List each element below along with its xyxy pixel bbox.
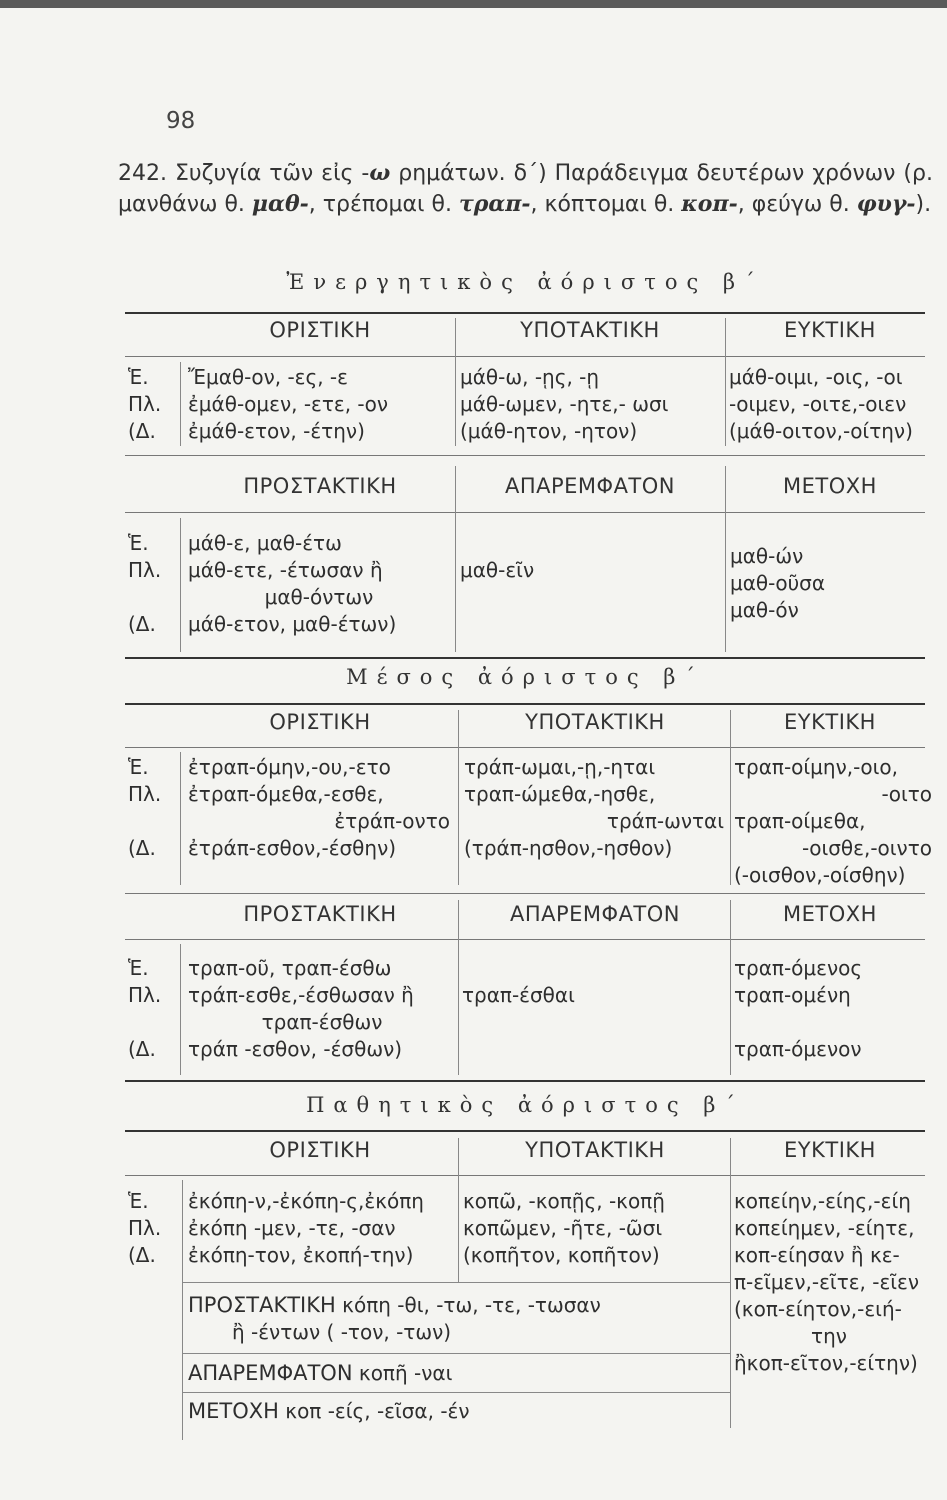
imperative-label: ΠΡΟΣΤΑΚΤΙΚΗ bbox=[188, 1293, 336, 1317]
label-dual: (Δ. bbox=[128, 419, 156, 443]
form: τραπ-οίμην,-οιο, bbox=[734, 755, 898, 779]
form: ἐτραπ-όμην,-ου,-ετο bbox=[188, 755, 391, 779]
form: κοπ -είς, -εῖσα, -έν bbox=[285, 1399, 470, 1423]
form: ἢκοπ-εῖτον,-είτην) bbox=[734, 1351, 918, 1375]
header-imperative: ΠΡΟΣΤΑΚΤΙΚΗ bbox=[243, 902, 397, 926]
passive-participle bbox=[188, 1398, 470, 1425]
form: (τράπ-ησθον,-ησθον) bbox=[464, 836, 673, 860]
column-divider bbox=[455, 318, 456, 446]
form: (κοπῆτον, κοπῆτον) bbox=[463, 1243, 660, 1267]
middle-indicative bbox=[188, 754, 450, 862]
intro-text: , τρέπομαι θ. bbox=[308, 192, 459, 217]
form: μαθ-όν bbox=[730, 598, 799, 622]
middle-optative bbox=[734, 754, 932, 889]
form: κοπείην,-είης,-είη bbox=[734, 1189, 911, 1213]
passive-subjunctive bbox=[463, 1188, 665, 1269]
intro-text: 242. Συζυγία τῶν εἰς - bbox=[118, 161, 370, 186]
form: ἐκόπη-τον, ἐκοπή-την) bbox=[188, 1243, 414, 1267]
label-singular: Ἑ. bbox=[128, 365, 149, 389]
middle-aorist-title: Μέσος ἀόριστος β΄ bbox=[346, 665, 704, 689]
middle-infinitive: τραπ-έσθαι bbox=[462, 983, 575, 1007]
header-indicative: ΟΡΙΣΤΙΚΗ bbox=[269, 1138, 371, 1162]
table-rule bbox=[125, 1130, 925, 1132]
form: τράπ-εσθε,-έσθωσαν ἢ bbox=[188, 983, 414, 1007]
section-intro bbox=[118, 158, 933, 220]
row-labels bbox=[128, 955, 161, 1063]
label-dual: (Δ. bbox=[128, 1243, 156, 1267]
row-labels bbox=[128, 754, 161, 862]
form: π-εῖμεν,-εῖτε, -εῖεν bbox=[734, 1270, 920, 1294]
header-subjunctive: ΥΠΟΤΑΚΤΙΚΗ bbox=[525, 710, 665, 734]
header-indicative: ΟΡΙΣΤΙΚΗ bbox=[269, 710, 371, 734]
column-divider bbox=[725, 318, 726, 446]
header-optative: ΕΥΚΤΙΚΗ bbox=[784, 1138, 876, 1162]
column-divider bbox=[458, 710, 459, 885]
form: (-οισθον,-οίσθην) bbox=[734, 863, 906, 887]
form: την bbox=[811, 1324, 847, 1348]
form: μάθ-οιμι, -οις, -οι bbox=[729, 365, 903, 389]
form: ἐτραπ-όμεθα,-εσθε, bbox=[188, 782, 384, 806]
form: τραπ-έσθων bbox=[261, 1010, 383, 1034]
middle-imperative bbox=[188, 955, 456, 1063]
column-divider bbox=[458, 1138, 459, 1282]
intro-text: , κόπτομαι θ. bbox=[530, 192, 682, 217]
form: τραπ-ομένη bbox=[734, 983, 851, 1007]
passive-optative bbox=[734, 1188, 924, 1377]
table-rule bbox=[182, 1282, 730, 1283]
form bbox=[734, 1009, 862, 1036]
middle-subjunctive bbox=[464, 754, 724, 862]
form: τράπ-ωμαι,-ῃ,-ηται bbox=[464, 755, 656, 779]
form: μάθ-ετε, -έτωσαν ἢ bbox=[188, 558, 383, 582]
column-divider bbox=[180, 518, 181, 652]
table-rule bbox=[125, 1080, 925, 1082]
form: ἐμάθ-ετον, -έτην) bbox=[188, 419, 365, 443]
form: κόπη -θι, -τω, -τε, -τωσαν bbox=[342, 1293, 601, 1317]
header-participle: ΜΕΤΟΧΗ bbox=[783, 902, 877, 926]
label-blank bbox=[128, 808, 161, 835]
intro-stem: κοπ- bbox=[681, 191, 738, 217]
label-dual: (Δ. bbox=[128, 1037, 156, 1061]
intro-ending: ω bbox=[369, 160, 391, 186]
form: κοπῆ -ναι bbox=[358, 1361, 453, 1385]
column-divider bbox=[182, 1180, 183, 1440]
label-plural: Πλ. bbox=[128, 983, 162, 1007]
label-plural: Πλ. bbox=[128, 558, 162, 582]
header-subjunctive: ΥΠΟΤΑΚΤΙΚΗ bbox=[520, 318, 660, 342]
label-singular: Ἑ. bbox=[128, 1189, 149, 1213]
column-divider bbox=[730, 710, 731, 885]
form: ἐκόπη -μεν, -τε, -σαν bbox=[188, 1216, 396, 1240]
column-divider bbox=[180, 944, 181, 1075]
label-plural: Πλ. bbox=[128, 782, 162, 806]
form: τράπ -εσθον, -έσθων) bbox=[188, 1037, 403, 1061]
intro-text: ρημάτων. δ΄) Παράδειγμα δευτέρων χρόνων (ρ. μανθάνω θ. bbox=[118, 161, 933, 217]
passive-aorist-title: Παθητικὸς ἀόριστος β΄ bbox=[306, 1093, 744, 1117]
form: μάθ-ετον, μαθ-έτων) bbox=[188, 612, 397, 636]
header-imperative: ΠΡΟΣΤΑΚΤΙΚΗ bbox=[243, 474, 397, 498]
table-rule bbox=[125, 657, 925, 659]
form: ἐτράπ-εσθον,-έσθην) bbox=[188, 836, 397, 860]
form: ἐτράπ-οντο bbox=[334, 809, 450, 833]
table-rule bbox=[125, 703, 925, 705]
header-subjunctive: ΥΠΟΤΑΚΤΙΚΗ bbox=[525, 1138, 665, 1162]
form: τράπ-ωνται bbox=[606, 809, 724, 833]
active-optative bbox=[729, 364, 913, 445]
form: κοπῶμεν, -ῆτε, -ῶσι bbox=[463, 1216, 663, 1240]
form: ἐκόπη-ν,-ἐκόπη-ς,ἐκόπη bbox=[188, 1189, 424, 1213]
form: κοπ-είησαν ἢ κε- bbox=[734, 1243, 900, 1267]
table-rule bbox=[125, 312, 925, 314]
table-rule bbox=[125, 512, 925, 513]
form: κοπείημεν, -είητε, bbox=[734, 1216, 915, 1240]
row-labels bbox=[128, 530, 161, 638]
table-rule bbox=[182, 1353, 730, 1354]
label-plural: Πλ. bbox=[128, 392, 162, 416]
label-singular: Ἑ. bbox=[128, 531, 149, 555]
page-number: 98 bbox=[166, 108, 196, 134]
header-indicative: ΟΡΙΣΤΙΚΗ bbox=[269, 318, 371, 342]
label-singular: Ἑ. bbox=[128, 755, 149, 779]
active-imperative bbox=[188, 530, 450, 638]
label-plural: Πλ. bbox=[128, 1216, 162, 1240]
form: κοπῶ, -κοπῇς, -κοπῇ bbox=[463, 1189, 665, 1213]
form: μάθ-ε, μαθ-έτω bbox=[188, 531, 342, 555]
form: τραπ-ώμεθα,-ησθε, bbox=[464, 782, 656, 806]
intro-stem: φυγ- bbox=[856, 191, 916, 217]
table-rule bbox=[182, 1392, 730, 1393]
form: ἢ -έντων ( -τον, -των) bbox=[232, 1320, 452, 1344]
form: (κοπ-είητον,-ειή- bbox=[734, 1297, 902, 1321]
form: τραπ-οῦ, τραπ-έσθω bbox=[188, 956, 392, 980]
label-blank bbox=[128, 584, 161, 611]
form: μαθ-όντων bbox=[264, 585, 374, 609]
header-optative: ΕΥΚΤΙΚΗ bbox=[784, 318, 876, 342]
label-dual: (Δ. bbox=[128, 612, 156, 636]
form: -οιμεν, -οιτε,-οιεν bbox=[729, 392, 907, 416]
column-divider bbox=[730, 900, 731, 1075]
form: μάθ-ω, -ῃς, -ῃ bbox=[460, 365, 600, 389]
active-participle bbox=[730, 543, 825, 624]
column-divider bbox=[725, 466, 726, 652]
form: ἐμάθ-ομεν, -ετε, -ον bbox=[188, 392, 389, 416]
column-divider bbox=[730, 1138, 731, 1428]
form: τραπ-όμενον bbox=[734, 1037, 862, 1061]
column-divider bbox=[455, 466, 456, 652]
intro-text: , φεύγω θ. bbox=[737, 192, 857, 217]
label-singular: Ἑ. bbox=[128, 956, 149, 980]
header-optative: ΕΥΚΤΙΚΗ bbox=[784, 710, 876, 734]
infinitive-label: ΑΠΑΡΕΜΦΑΤΟΝ bbox=[188, 1361, 353, 1385]
active-subjunctive bbox=[460, 364, 668, 445]
form: (μάθ-ητον, -ητον) bbox=[460, 419, 638, 443]
form: Ἔμαθ-ον, -ες, -ε bbox=[188, 365, 348, 389]
form: -οισθε,-οιντο bbox=[802, 836, 932, 860]
header-participle: ΜΕΤΟΧΗ bbox=[783, 474, 877, 498]
table-rule bbox=[125, 747, 925, 748]
intro-text: ). bbox=[915, 192, 932, 217]
header-infinitive: ΑΠΑΡΕΜΦΑΤΟΝ bbox=[509, 902, 681, 926]
passive-indicative bbox=[188, 1188, 424, 1269]
intro-stem: τραπ- bbox=[458, 191, 531, 217]
row-labels bbox=[128, 364, 161, 445]
form: μάθ-ωμεν, -ητε,- ωσι bbox=[460, 392, 669, 416]
label-blank bbox=[128, 1009, 161, 1036]
participle-label: ΜΕΤΟΧΗ bbox=[188, 1399, 279, 1423]
passive-infinitive bbox=[188, 1360, 452, 1387]
table-rule bbox=[125, 893, 925, 894]
form: μαθ-οῦσα bbox=[730, 571, 826, 595]
row-labels bbox=[128, 1188, 161, 1269]
label-dual: (Δ. bbox=[128, 836, 156, 860]
form: -οιτο bbox=[881, 782, 932, 806]
active-aorist-title: Ἐνεργητικὸς ἀόριστος β΄ bbox=[286, 270, 764, 294]
scan-edge bbox=[0, 0, 947, 8]
active-infinitive: μαθ-εῖν bbox=[460, 558, 535, 582]
form: τραπ-όμενος bbox=[734, 956, 863, 980]
form: τραπ-οίμεθα, bbox=[734, 809, 866, 833]
column-divider bbox=[180, 362, 181, 446]
active-indicative bbox=[188, 364, 388, 445]
passive-imperative bbox=[188, 1292, 601, 1346]
table-rule bbox=[125, 455, 925, 456]
column-divider bbox=[180, 752, 181, 885]
table-rule bbox=[125, 356, 925, 357]
middle-participle bbox=[734, 955, 862, 1063]
table-rule bbox=[125, 939, 925, 940]
form: (μάθ-οιτον,-οίτην) bbox=[729, 419, 913, 443]
header-infinitive: ΑΠΑΡΕΜΦΑΤΟΝ bbox=[504, 474, 676, 498]
intro-stem: μαθ- bbox=[251, 191, 309, 217]
table-rule bbox=[125, 1175, 925, 1176]
form: μαθ-ών bbox=[730, 544, 804, 568]
column-divider bbox=[458, 900, 459, 1075]
